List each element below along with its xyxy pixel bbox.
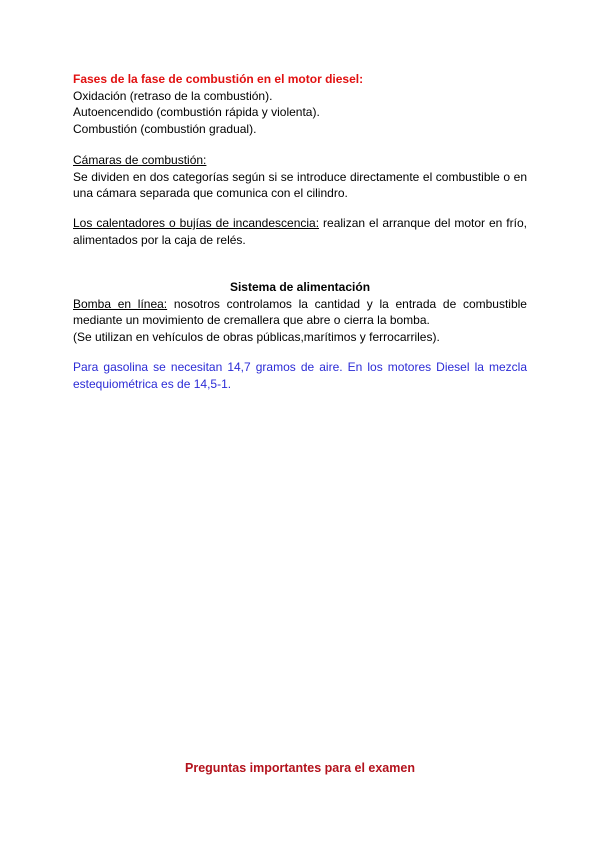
air-fuel-ratio-text: Para gasolina se necesitan 14,7 gramos de aire. En los motores Diesel la mezcla estequiométrica es de 14,5-1.: [73, 360, 527, 391]
combustion-chambers-section: [73, 152, 527, 202]
combustion-chambers-text: Se dividen en dos categorías según si se introduce directamente el combustible o en una cámara separada que comunica con el cilindro.: [73, 169, 527, 200]
footer-section: [73, 760, 527, 777]
phase-item-3: Combustión (combustión gradual).: [73, 121, 257, 136]
combustion-chambers-heading: Cámaras de combustión:: [73, 153, 207, 167]
inline-pump-text: nosotros controlamos la cantidad y la entrada de combustible mediante un movimiento de cremallera que abre o cierra la bomba.: [73, 296, 527, 327]
exam-questions-title: Preguntas importantes para el examen: [185, 761, 415, 775]
phase-item-1: Oxidación (retraso de la combustión).: [73, 88, 273, 103]
inline-pump-heading: Bomba en línea:: [73, 296, 168, 311]
combustion-phases-section: [73, 71, 527, 137]
feed-system-title: Sistema de alimentación: [229, 280, 371, 294]
combustion-phases-title: Fases de la fase de combustión en el motor diesel:: [73, 72, 364, 86]
phase-item-2: Autoencendido (combustión rápida y violenta).: [73, 105, 320, 119]
feed-system-section: [73, 279, 527, 345]
glow-plugs-heading: Los calentadores o bujías de incandescencia:: [73, 216, 320, 230]
air-fuel-ratio-section: [73, 359, 527, 392]
glow-plugs-section: [73, 215, 527, 248]
inline-pump-note: (Se utilizan en vehículos de obras públicas,marítimos y ferrocarriles).: [73, 329, 440, 344]
glow-plugs-text: realizan el arranque del motor en frío, alimentados por la caja de relés.: [73, 216, 527, 247]
